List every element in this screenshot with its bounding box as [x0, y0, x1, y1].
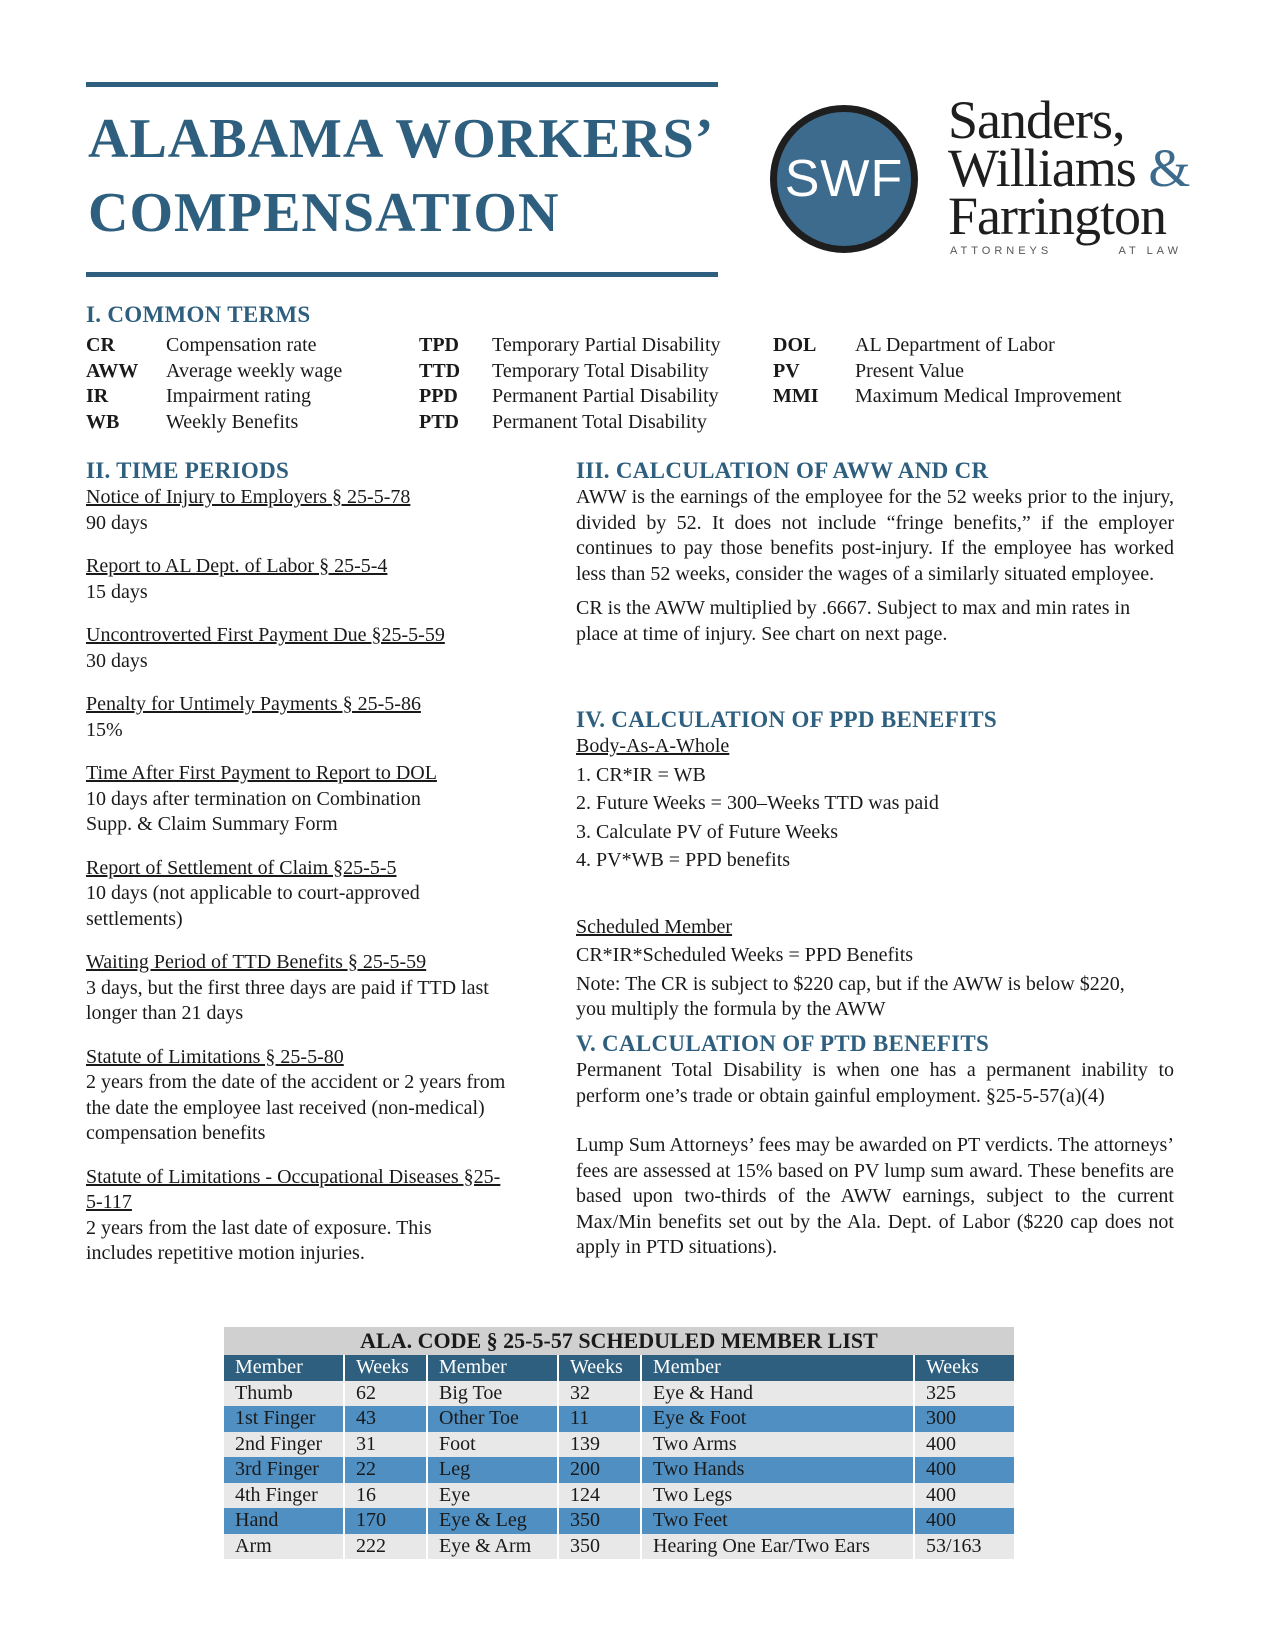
- ptd-heading: V. CALCULATION OF PTD BENEFITS: [576, 1031, 990, 1056]
- table-cell: Eye & Hand: [641, 1381, 914, 1407]
- time-period-item: [86, 485, 536, 536]
- terms-col-2: [419, 333, 721, 435]
- cr-paragraph: CR is the AWW multiplied by .6667. Subject to max and min rates in place at time of injury. See chart on next page.: [576, 597, 1131, 645]
- time-period-item: [86, 554, 536, 605]
- term-row: WB Weekly Benefits: [86, 410, 299, 433]
- aww-cr-heading: III. CALCULATION OF AWW AND CR: [576, 458, 989, 483]
- scheduled-member-table: [224, 1327, 1014, 1559]
- time-period-value: 2 years from the last date of exposure. This includes repetitive motion injuries.: [86, 1216, 432, 1264]
- table-cell: Hearing One Ear/Two Ears: [641, 1534, 914, 1560]
- table-cell: Eye & Arm: [427, 1534, 558, 1560]
- table-row: [224, 1381, 1014, 1407]
- table-cell: Leg: [427, 1457, 558, 1483]
- table-cell: 222: [344, 1534, 427, 1560]
- term-row: PV Present Value: [773, 359, 965, 382]
- bottom-rule: [86, 272, 718, 277]
- term-row: PPD Permanent Partial Disability: [419, 385, 719, 407]
- firm-tagline-right: AT LAW: [1118, 245, 1182, 257]
- table-cell: Eye: [427, 1483, 558, 1509]
- scheduled-formula: CR*IR*Scheduled Weeks = PPD Benefits: [576, 944, 914, 966]
- common-terms-heading: I. COMMON TERMS: [86, 302, 311, 327]
- term-row: CR Compensation rate: [86, 334, 317, 356]
- time-period-label: Statute of Limitations - Occupational Diseases §25-5-117: [86, 1165, 501, 1213]
- column-header: Weeks: [914, 1355, 1014, 1381]
- column-header: Member: [641, 1355, 914, 1381]
- table-cell: 325: [914, 1381, 1014, 1407]
- ppd-step: 1. CR*IR = WB: [576, 763, 706, 786]
- term-row: MMI Maximum Medical Improvement: [773, 385, 1122, 407]
- table-row: [224, 1508, 1014, 1534]
- firm-name-line-2: Williams &: [948, 138, 1190, 198]
- firm-tagline-left: ATTORNEYS: [950, 245, 1053, 257]
- term-row: TTD Temporary Total Disability: [419, 359, 709, 382]
- table-cell: 53/163: [914, 1534, 1014, 1560]
- ppd-heading: IV. CALCULATION OF PPD BENEFITS: [576, 707, 998, 732]
- firm-name-line-1: Sanders,: [948, 90, 1125, 150]
- table-cell: Other Toe: [427, 1406, 558, 1432]
- aww-cr-body: [576, 485, 1174, 647]
- table-cell: Two Hands: [641, 1457, 914, 1483]
- time-period-label: Waiting Period of TTD Benefits § 25-5-59: [86, 951, 427, 973]
- table-cell: Eye & Leg: [427, 1508, 558, 1534]
- table-cell: 22: [344, 1457, 427, 1483]
- time-periods-heading: II. TIME PERIODS: [86, 458, 290, 483]
- time-period-label: Report of Settlement of Claim §25-5-5: [86, 856, 397, 879]
- table-cell: 170: [344, 1508, 427, 1534]
- ptd-definition: Permanent Total Disability is when one has a permanent inability to perform one’s trade or obtain gainful employment. §25-5-57(a)(4): [576, 1059, 1174, 1107]
- column-header: Member: [224, 1355, 344, 1381]
- table-cell: 31: [344, 1432, 427, 1458]
- table-cell: 4th Finger: [224, 1483, 344, 1509]
- table-cell: 16: [344, 1483, 427, 1509]
- aww-paragraph: AWW is the earnings of the employee for the 52 weeks prior to the injury, divided by 52. It does not include “fringe benefits,” if the employer continues to pay those benefits post-injury. If the employee has worked less than 52 weeks, consider the wages of a similarly situated employee.: [576, 486, 1174, 585]
- table-cell: Eye & Foot: [641, 1406, 914, 1432]
- table-cell: 400: [914, 1457, 1014, 1483]
- table-cell: 139: [558, 1432, 641, 1458]
- time-period-value: 3 days, but the first three days are paid if TTD last longer than 21 days: [86, 976, 489, 1024]
- table-cell: Two Arms: [641, 1432, 914, 1458]
- time-period-value: 15 days: [86, 580, 148, 603]
- table-header-row: [224, 1355, 1014, 1381]
- title-line-2: COMPENSATION: [88, 182, 560, 244]
- ppd-body: [576, 734, 1174, 1023]
- column-header: Weeks: [558, 1355, 641, 1381]
- table-cell: Arm: [224, 1534, 344, 1560]
- time-period-value: 90 days: [86, 511, 148, 534]
- time-period-label: Report to AL Dept. of Labor § 25-5-4: [86, 555, 388, 577]
- time-period-value: 2 years from the date of the accident or 2 years from the date the employee last received (non-medical) compensation benefits: [86, 1071, 506, 1144]
- title-line-1: ALABAMA WORKERS’: [88, 108, 715, 170]
- table-cell: 2nd Finger: [224, 1432, 344, 1458]
- term-row: IR Impairment rating: [86, 385, 311, 407]
- time-period-item: [86, 623, 536, 674]
- cap-note: Note: The CR is subject to $220 cap, but if the AWW is below $220, you multiply the formula by the AWW: [576, 972, 1125, 1020]
- time-period-item: [86, 1045, 536, 1147]
- table-cell: Two Feet: [641, 1508, 914, 1534]
- time-period-value: 15%: [86, 718, 123, 741]
- column-header: Member: [427, 1355, 558, 1381]
- table-row: [224, 1457, 1014, 1483]
- ppd-step: 4. PV*WB = PPD benefits: [576, 849, 791, 871]
- term-row: DOL AL Department of Labor: [773, 334, 1055, 356]
- term-row: TPD Temporary Partial Disability: [419, 334, 721, 356]
- table-cell: 32: [558, 1381, 641, 1407]
- page-title: [88, 102, 714, 250]
- time-period-value: 10 days (not applicable to court-approved settlements): [86, 882, 420, 930]
- table-cell: 1st Finger: [224, 1406, 344, 1432]
- time-period-item: [86, 761, 536, 838]
- table-cell: Two Legs: [641, 1483, 914, 1509]
- table-cell: 400: [914, 1483, 1014, 1509]
- firm-name: [948, 90, 1190, 246]
- table-cell: 62: [344, 1381, 427, 1407]
- time-period-label: Notice of Injury to Employers § 25-5-78: [86, 486, 411, 508]
- top-rule: [86, 82, 718, 87]
- time-periods-list: [86, 485, 536, 1267]
- ptd-body: [576, 1058, 1174, 1261]
- table-cell: 3rd Finger: [224, 1457, 344, 1483]
- table-cell: 350: [558, 1508, 641, 1534]
- table-cell: 400: [914, 1432, 1014, 1458]
- table-cell: 400: [914, 1508, 1014, 1534]
- table-cell: Big Toe: [427, 1381, 558, 1407]
- table-cell: Hand: [224, 1508, 344, 1534]
- table-cell: 11: [558, 1406, 641, 1432]
- time-period-label: Statute of Limitations § 25-5-80: [86, 1045, 344, 1068]
- time-period-value: 10 days after termination on Combination Supp. & Claim Summary Form: [86, 787, 421, 835]
- term-row: PTD Permanent Total Disability: [419, 410, 707, 433]
- scheduled-member-label: Scheduled Member: [576, 915, 733, 938]
- ptd-fees-paragraph: Lump Sum Attorneys’ fees may be awarded on PT verdicts. The attorneys’ fees are assessed at 15% based on PV lump sum award. These benefits are based upon two-thirds of the AWW earnings, subject to the current Max/Min benefits set out by the Ala. Dept. of Labor ($220 cap does not apply in PTD situations).: [576, 1134, 1174, 1258]
- table-cell: 350: [558, 1534, 641, 1560]
- terms-col-1: [86, 333, 342, 435]
- table-row: [224, 1534, 1014, 1560]
- table-row: [224, 1432, 1014, 1458]
- time-period-item: [86, 1165, 536, 1267]
- table-cell: 300: [914, 1406, 1014, 1432]
- ppd-step: 2. Future Weeks = 300–Weeks TTD was paid: [576, 792, 939, 814]
- time-period-item: [86, 950, 536, 1027]
- table-cell: 124: [558, 1483, 641, 1509]
- table-cell: 200: [558, 1457, 641, 1483]
- firm-name-line-3: Farrington: [948, 186, 1166, 246]
- table-row: [224, 1406, 1014, 1432]
- ppd-step: 3. Calculate PV of Future Weeks: [576, 820, 839, 843]
- body-as-a-whole-label: Body-As-A-Whole: [576, 735, 730, 757]
- table-cell: 43: [344, 1406, 427, 1432]
- time-period-item: [86, 692, 536, 743]
- table-cell: Foot: [427, 1432, 558, 1458]
- time-period-label: Penalty for Untimely Payments § 25-5-86: [86, 693, 421, 715]
- time-period-label: Time After First Payment to Report to DOL: [86, 762, 437, 784]
- time-period-value: 30 days: [86, 649, 148, 672]
- column-header: Weeks: [344, 1355, 427, 1381]
- table-cell: Thumb: [224, 1381, 344, 1407]
- table-row: [224, 1483, 1014, 1509]
- firm-logo-monogram: SWF: [770, 105, 918, 253]
- scheduled-member-table-title: ALA. CODE § 25-5-57 SCHEDULED MEMBER LIST: [224, 1327, 1014, 1355]
- time-period-label: Uncontroverted First Payment Due §25-5-59: [86, 624, 445, 646]
- time-period-item: [86, 856, 536, 933]
- firm-tagline: [950, 245, 1182, 257]
- term-row: AWW Average weekly wage: [86, 359, 343, 382]
- terms-col-3: [773, 333, 1122, 410]
